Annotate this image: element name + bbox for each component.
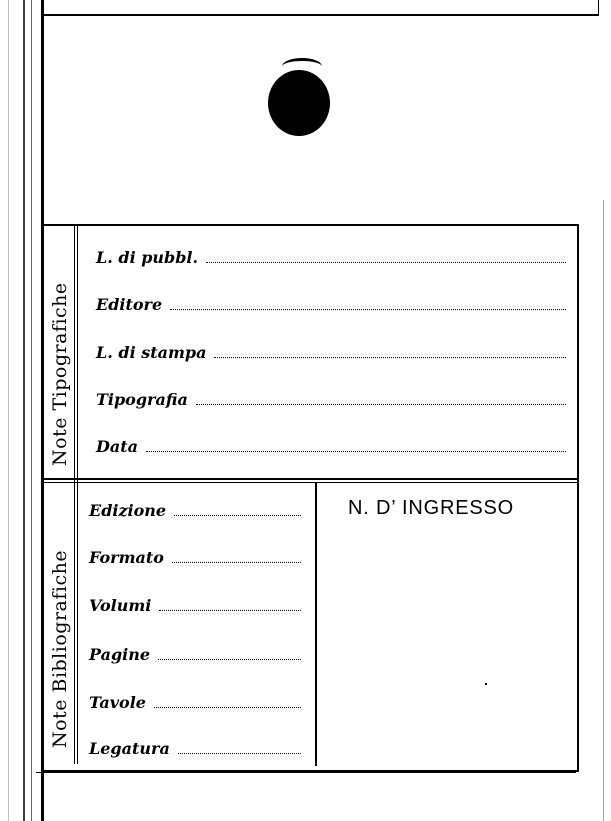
- title-column-rule-inner: [77, 226, 78, 764]
- section-divider-inner: [42, 482, 579, 483]
- form-bottom-rule: [36, 772, 576, 773]
- field-label: Tipografia: [96, 390, 188, 409]
- field-label: L. di stampa: [96, 343, 207, 362]
- section-title-typographic: Note Tipografiche: [49, 282, 71, 466]
- card-edge-outer: [8, 0, 9, 821]
- field-volumi[interactable]: [89, 596, 301, 615]
- field-edizione[interactable]: [89, 501, 301, 520]
- field-luogo-pubblicazione[interactable]: [96, 248, 566, 267]
- field-label: Editore: [96, 295, 163, 314]
- field-formato[interactable]: [89, 548, 301, 567]
- card-edge-left: [23, 0, 25, 821]
- field-label: Volumi: [89, 596, 152, 615]
- field-pagine[interactable]: [89, 645, 301, 664]
- card-border-top: [44, 14, 599, 16]
- field-dotted-line[interactable]: [158, 658, 301, 660]
- field-luogo-stampa[interactable]: [96, 343, 566, 362]
- field-label: Data: [96, 437, 138, 456]
- field-tavole[interactable]: [89, 693, 301, 712]
- ingresso-column-divider: [315, 483, 317, 766]
- field-label: Formato: [89, 548, 164, 567]
- card-edge-right: [603, 200, 604, 821]
- field-label: Tavole: [89, 693, 146, 712]
- field-dotted-line[interactable]: [214, 356, 566, 358]
- print-speck: [485, 683, 487, 685]
- field-dotted-line[interactable]: [170, 308, 566, 310]
- field-dotted-line[interactable]: [174, 514, 301, 516]
- field-dotted-line[interactable]: [178, 752, 301, 754]
- section-divider: [42, 478, 579, 480]
- field-tipografia[interactable]: [96, 390, 566, 409]
- section-title-bibliographic: Note Bibliografiche: [49, 549, 71, 748]
- field-editore[interactable]: [96, 295, 566, 314]
- field-dotted-line[interactable]: [154, 706, 301, 708]
- field-dotted-line[interactable]: [146, 450, 566, 452]
- field-label: Legatura: [89, 739, 170, 758]
- field-dotted-line[interactable]: [196, 403, 566, 405]
- field-label: L. di pubbl.: [96, 248, 199, 267]
- field-label: Pagine: [89, 645, 151, 664]
- field-dotted-line[interactable]: [172, 561, 301, 563]
- field-dotted-line[interactable]: [159, 609, 301, 611]
- punched-hole: [268, 70, 330, 136]
- accession-number-label: N. D’ INGRESSO: [348, 497, 515, 519]
- title-column-rule: [74, 226, 75, 764]
- card-edge-left-inner: [31, 0, 32, 821]
- card-border-right-top: [598, 0, 599, 16]
- field-dotted-line[interactable]: [206, 261, 566, 263]
- field-label: Edizione: [89, 501, 167, 520]
- field-legatura[interactable]: [89, 739, 301, 758]
- field-data[interactable]: [96, 437, 566, 456]
